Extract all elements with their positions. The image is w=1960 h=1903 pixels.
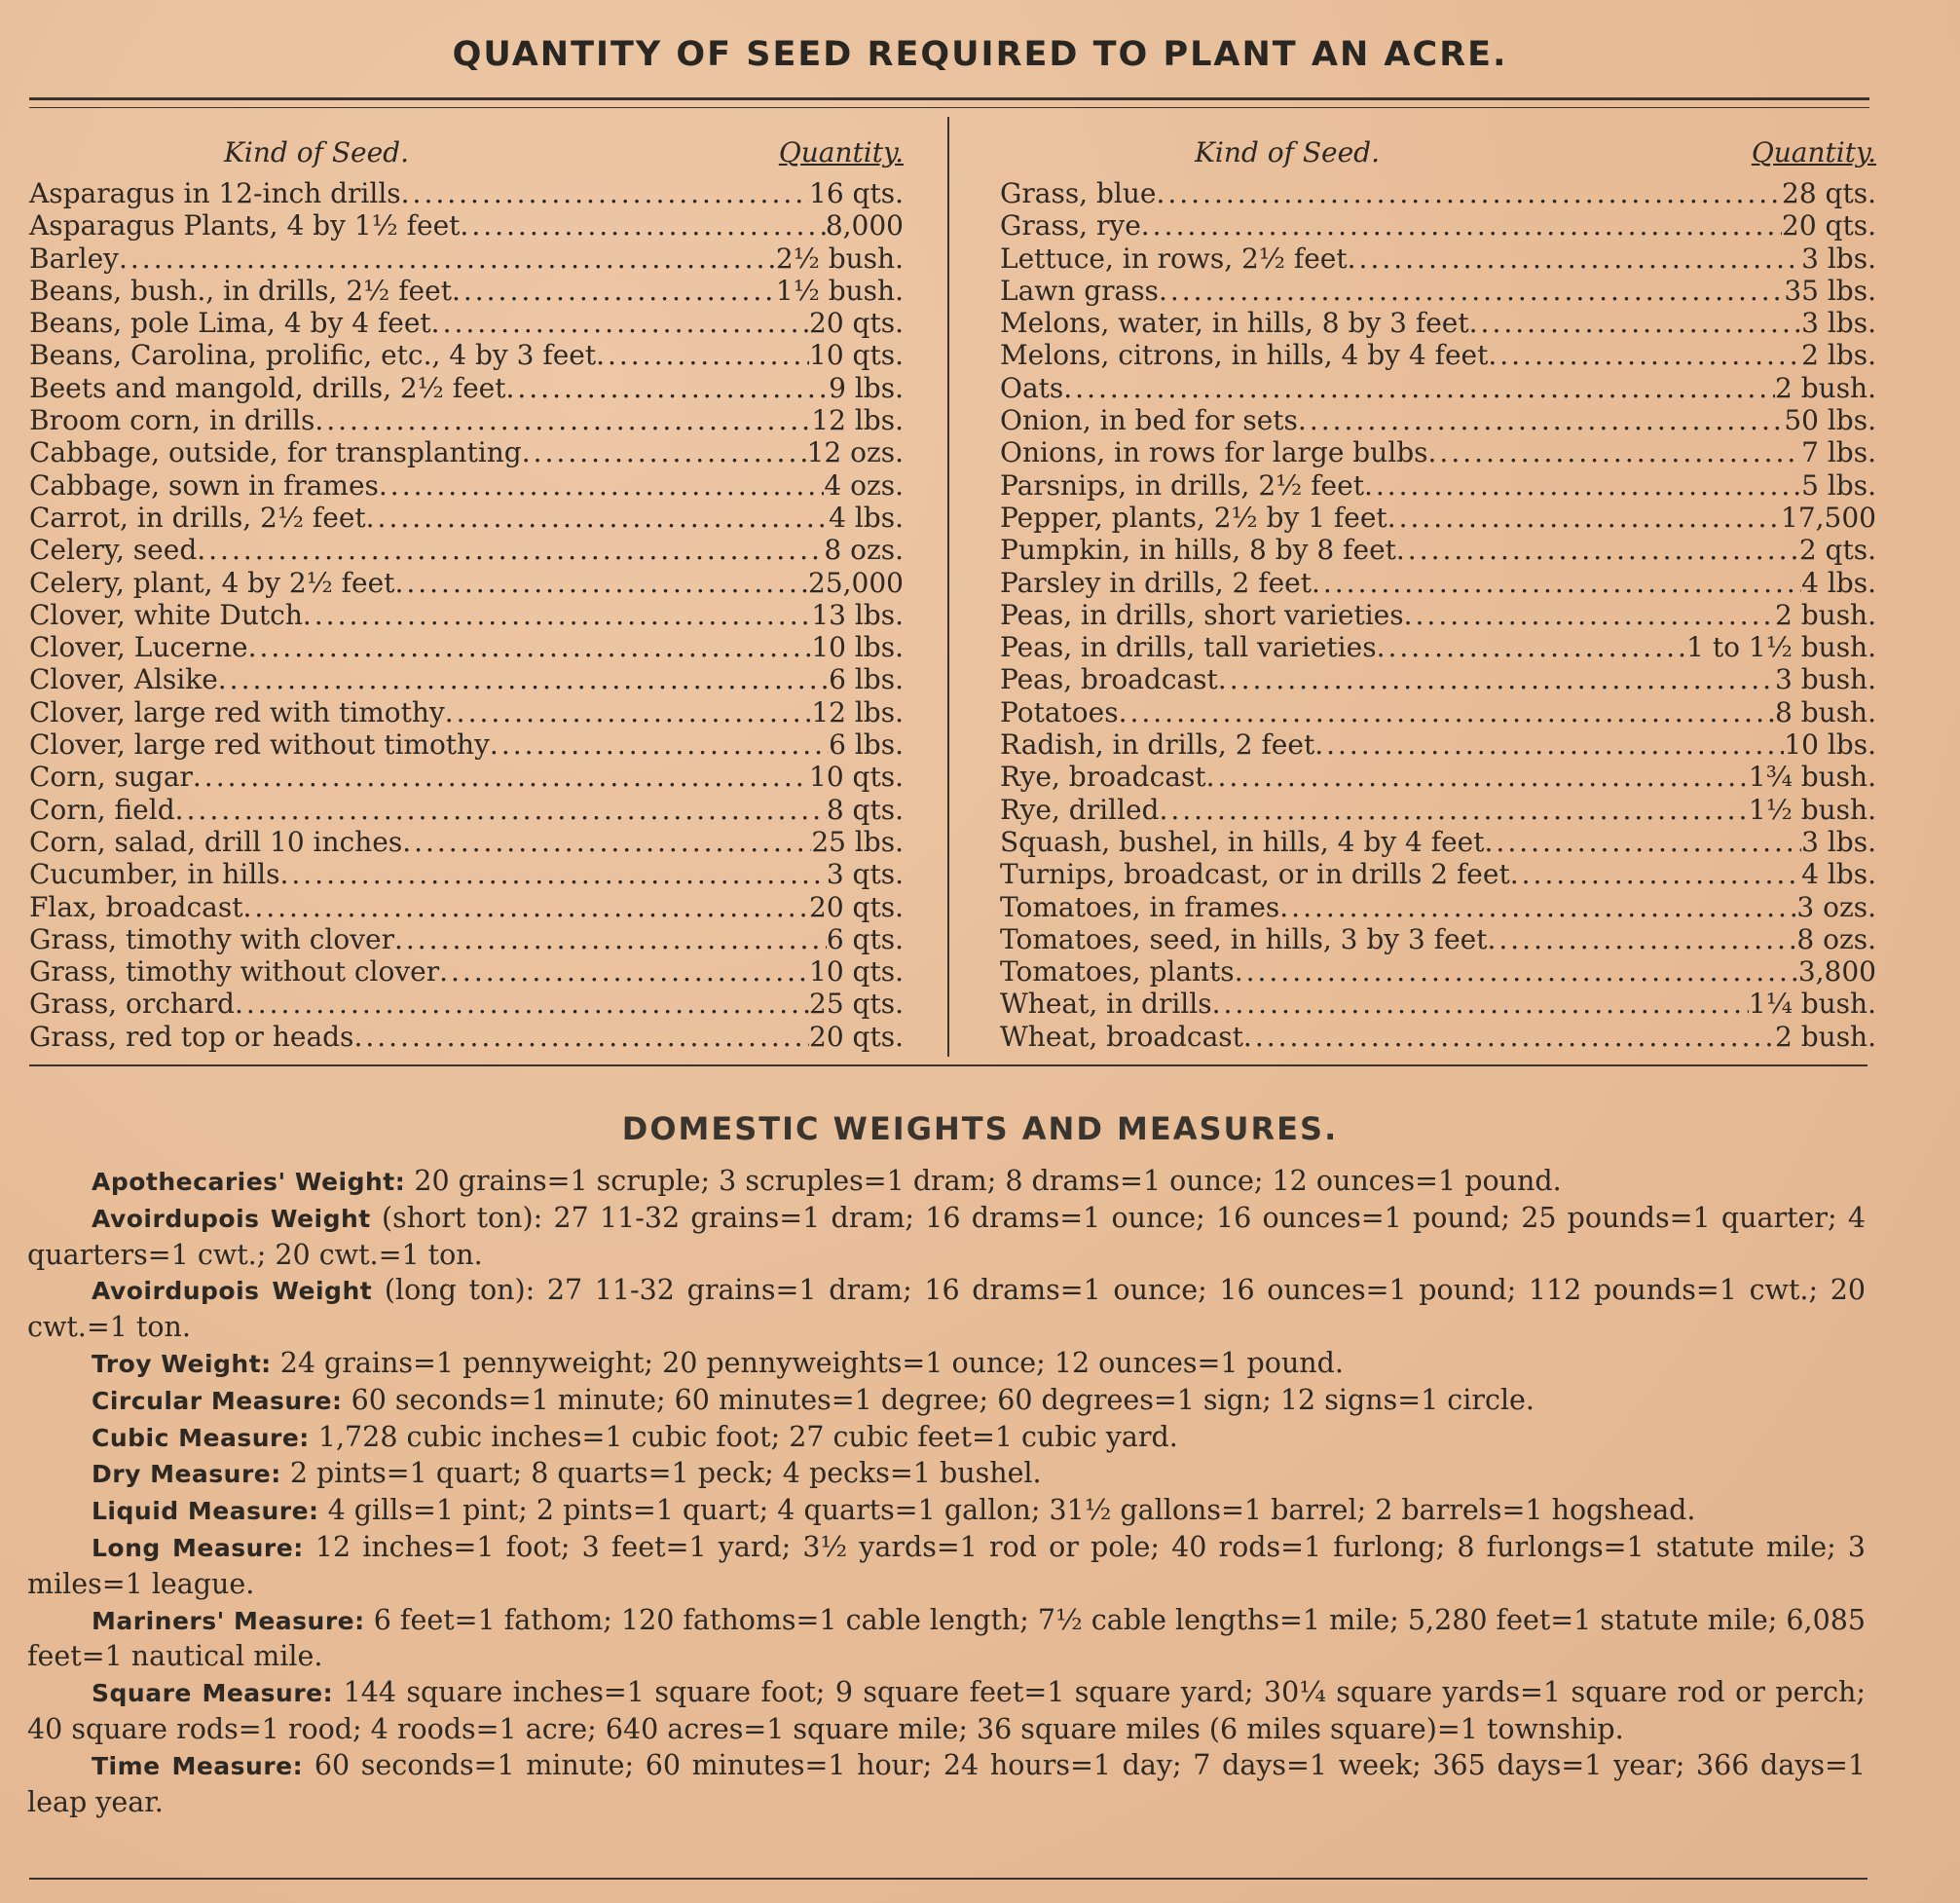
seed-quantity: 4 lbs. xyxy=(1801,566,1876,599)
dot-leader xyxy=(1314,728,1784,761)
column-divider xyxy=(947,117,949,1057)
seed-quantity: 3 lbs. xyxy=(1801,242,1876,275)
seed-row xyxy=(1000,436,1876,468)
dot-leader xyxy=(1348,243,1801,275)
seed-row xyxy=(1000,307,1876,339)
measure-label: Long Measure: xyxy=(92,1533,304,1562)
seed-quantity: 6 lbs. xyxy=(829,663,904,696)
seed-quantity: 3 lbs. xyxy=(1801,825,1876,858)
measure-text: 6 feet=1 fathom; 120 fathoms=1 cable length; 7½ cable lengths=1 mile; 5,280 feet=1 statute mile; 6,085 feet=1 nautical mile. xyxy=(27,1603,1866,1673)
seed-row xyxy=(29,307,904,339)
seed-quantity: 7 lbs. xyxy=(1801,436,1876,469)
seed-name: Grass, rye xyxy=(1000,209,1141,243)
seed-name: Tomatoes, in frames xyxy=(1000,890,1280,923)
seed-name: Clover, large red with timothy xyxy=(29,695,445,728)
dot-leader xyxy=(505,372,829,404)
seed-name: Carrot, in drills, 2½ feet xyxy=(29,501,366,534)
seed-name: Asparagus in 12-inch drills xyxy=(29,177,401,209)
dot-leader xyxy=(379,469,825,502)
dot-leader xyxy=(366,502,829,534)
measures-title: DOMESTIC WEIGHTS AND MEASURES. xyxy=(621,1110,1339,1147)
seed-row xyxy=(29,891,904,923)
seed-name: Parsnips, in drills, 2½ feet xyxy=(1000,468,1364,502)
seed-row xyxy=(29,858,904,890)
dot-leader xyxy=(402,826,811,858)
measure-label: Troy Weight: xyxy=(92,1349,272,1378)
seed-column-right xyxy=(1000,136,1876,1053)
seed-table-title: QUANTITY OF SEED REQUIRED TO PLANT AN ACRE. xyxy=(452,35,1508,74)
seed-quantity: 10 qts. xyxy=(809,761,904,794)
dot-leader xyxy=(218,663,829,695)
seed-row xyxy=(29,404,904,436)
seed-name: Cucumber, in hills xyxy=(29,858,280,891)
dot-leader xyxy=(490,728,829,761)
seed-quantity: 10 lbs. xyxy=(1784,728,1876,762)
dot-leader xyxy=(1469,307,1801,339)
seed-row xyxy=(29,696,904,728)
table-bottom-rule xyxy=(29,1064,1868,1066)
seed-row xyxy=(29,436,904,468)
measures-list xyxy=(27,1164,1866,1820)
dot-leader xyxy=(193,761,809,793)
measure-label: Avoirdupois Weight xyxy=(92,1277,373,1306)
seed-name: Grass, red top or heads xyxy=(29,1020,354,1053)
measure-label: Time Measure: xyxy=(92,1751,304,1780)
seed-name: Cabbage, outside, for transplanting xyxy=(29,436,522,469)
seed-name: Pepper, plants, 2½ by 1 feet xyxy=(1000,501,1387,534)
seed-name: Grass, orchard xyxy=(29,988,235,1021)
seed-quantity: 2 bush. xyxy=(1775,1020,1876,1053)
dot-leader xyxy=(235,988,809,1020)
seed-list-left xyxy=(29,177,904,1053)
seed-name: Squash, bushel, in hills, 4 by 4 feet xyxy=(1000,825,1485,858)
seed-name: Beans, bush., in drills, 2½ feet xyxy=(29,274,452,307)
seed-quantity: 10 lbs. xyxy=(811,631,904,664)
measure-label: Dry Measure: xyxy=(92,1460,281,1489)
dot-leader xyxy=(248,631,812,663)
seed-row xyxy=(29,826,904,858)
seed-quantity: 1½ bush. xyxy=(775,274,904,307)
seed-quantity: 12 ozs. xyxy=(806,436,904,469)
seed-name: Beans, pole Lima, 4 by 4 feet xyxy=(29,307,431,340)
seed-row xyxy=(29,761,904,793)
dot-leader xyxy=(1141,209,1782,242)
seed-row xyxy=(1000,243,1876,275)
seed-quantity: 8 ozs. xyxy=(824,534,904,567)
seed-quantity: 20 qts. xyxy=(1782,209,1876,243)
measure-text: 144 square inches=1 square foot; 9 square feet=1 square yard; 30¼ square yards=1 square rod or perch; 40 square rods=1 rood; 4 roods=1 acre; 640 acres=1 square mile; 36 square miles (6 miles square)=1 township. xyxy=(27,1676,1866,1745)
measure-label: Square Measure: xyxy=(92,1679,334,1708)
dot-leader xyxy=(394,923,827,955)
dot-leader xyxy=(445,696,812,728)
measure-text: 4 gills=1 pint; 2 pints=1 quart; 4 quarts=1 gallon; 31½ gallons=1 barrel; 2 barrels=1 hogshead. xyxy=(327,1494,1696,1527)
seed-name: Wheat, in drills xyxy=(1000,988,1212,1021)
seed-name: Cabbage, sown in frames xyxy=(29,468,379,502)
seed-name: Celery, plant, 4 by 2½ feet xyxy=(29,566,395,599)
measure-label: Cubic Measure: xyxy=(92,1423,310,1452)
dot-leader xyxy=(596,339,809,371)
seed-row xyxy=(29,534,904,566)
seed-name: Grass, blue xyxy=(1000,177,1157,209)
seed-name: Peas, broadcast xyxy=(1000,663,1218,696)
dot-leader xyxy=(522,436,807,468)
seed-row xyxy=(29,177,904,209)
seed-name: Oats xyxy=(1000,371,1064,404)
column-header xyxy=(1000,136,1876,177)
top-rule xyxy=(29,97,1869,100)
seed-quantity: 5 lbs. xyxy=(1801,468,1876,502)
seed-quantity: 16 qts. xyxy=(809,177,904,209)
seed-row xyxy=(1000,794,1876,826)
seed-name: Peas, in drills, tall varieties xyxy=(1000,631,1377,664)
seed-row xyxy=(29,469,904,502)
measure-label: Liquid Measure: xyxy=(92,1497,319,1526)
dot-leader xyxy=(1387,502,1781,534)
seed-name: Broom corn, in drills xyxy=(29,404,315,437)
seed-name: Corn, field xyxy=(29,793,175,826)
measure-text: 60 seconds=1 minute; 60 minutes=1 degree; 60 degrees=1 sign; 12 signs=1 circle. xyxy=(351,1383,1535,1416)
seed-row xyxy=(29,728,904,761)
seed-quantity: 20 qts. xyxy=(809,1020,904,1053)
dot-leader xyxy=(1396,534,1799,566)
bottom-rule xyxy=(29,1878,1868,1880)
measure-entry xyxy=(27,1456,1866,1493)
seed-row xyxy=(29,794,904,826)
measure-entry xyxy=(27,1748,1866,1821)
seed-name: Clover, large red without timothy xyxy=(29,728,490,762)
seed-name: Grass, timothy without clover xyxy=(29,955,440,989)
seed-name: Clover, Lucerne xyxy=(29,631,248,664)
seed-row xyxy=(1000,209,1876,242)
seed-row xyxy=(1000,858,1876,890)
dot-leader xyxy=(401,177,809,209)
measure-text: (short ton): 27 11-32 grains=1 dram; 16 drams=1 ounce; 16 ounces=1 pound; 25 pounds=1 quarter; 4 quarters=1 cwt.; 20 cwt.=1 ton. xyxy=(27,1201,1867,1271)
seed-row xyxy=(29,502,904,534)
seed-name: Clover, white Dutch xyxy=(29,598,303,631)
seed-row xyxy=(29,631,904,663)
seed-row xyxy=(1000,891,1876,923)
seed-name: Flax, broadcast xyxy=(29,890,243,923)
seed-quantity: 4 ozs. xyxy=(824,468,904,502)
measure-text: 24 grains=1 pennyweight; 20 pennyweights=1 ounce; 12 ounces=1 pound. xyxy=(279,1346,1344,1379)
seed-list-right xyxy=(1000,177,1876,1053)
dot-leader xyxy=(303,599,811,631)
seed-name: Tomatoes, plants xyxy=(1000,955,1235,989)
seed-row xyxy=(29,339,904,371)
seed-name: Parsley in drills, 2 feet xyxy=(1000,566,1312,599)
seed-quantity: 8 bush. xyxy=(1775,695,1876,728)
seed-quantity: 2 bush. xyxy=(1775,371,1876,404)
seed-row xyxy=(1000,631,1876,663)
seed-quantity: 12 lbs. xyxy=(811,695,904,728)
seed-name: Turnips, broadcast, or in drills 2 feet xyxy=(1000,858,1510,891)
seed-quantity: 10 qts. xyxy=(809,955,904,989)
measure-text: 1,728 cubic inches=1 cubic foot; 27 cubic feet=1 cubic yard. xyxy=(317,1420,1178,1453)
seed-quantity: 3 lbs. xyxy=(1801,307,1876,340)
dot-leader xyxy=(1235,955,1798,988)
dot-leader xyxy=(1156,177,1782,209)
seed-name: Corn, salad, drill 10 inches xyxy=(29,825,403,858)
seed-row xyxy=(1000,696,1876,728)
seed-column-left xyxy=(29,136,904,1053)
measure-entry xyxy=(27,1603,1866,1676)
seed-name: Beets and mangold, drills, 2½ feet xyxy=(29,371,506,404)
seed-row xyxy=(29,955,904,988)
seed-row xyxy=(1000,275,1876,307)
seed-quantity: 25 qts. xyxy=(809,988,904,1021)
dot-leader xyxy=(452,275,776,307)
seed-quantity: 8 ozs. xyxy=(1796,922,1876,955)
measure-entry xyxy=(27,1675,1866,1748)
dot-leader xyxy=(1404,599,1775,631)
column-header xyxy=(29,136,904,177)
dot-leader xyxy=(1119,696,1775,728)
seed-name: Rye, broadcast xyxy=(1000,761,1206,794)
header-kind-of-seed: Kind of Seed. xyxy=(224,136,409,168)
measure-entry xyxy=(27,1164,1866,1201)
seed-name: Barley xyxy=(29,242,119,275)
seed-row xyxy=(1000,599,1876,631)
seed-name: Peas, in drills, short varieties xyxy=(1000,598,1404,631)
seed-quantity: 3 bush. xyxy=(1775,663,1876,696)
seed-quantity: 35 lbs. xyxy=(1784,274,1876,307)
seed-row xyxy=(1000,534,1876,566)
seed-name: Asparagus Plants, 4 by 1½ feet xyxy=(29,209,461,243)
measure-entry xyxy=(27,1493,1866,1530)
seed-row xyxy=(29,372,904,404)
dot-leader xyxy=(1279,891,1796,923)
measure-entry xyxy=(27,1346,1866,1383)
seed-quantity: 8 qts. xyxy=(826,793,904,826)
seed-name: Lawn grass xyxy=(1000,274,1159,307)
dot-leader xyxy=(1485,826,1802,858)
seed-quantity: 12 lbs. xyxy=(811,404,904,437)
seed-quantity: 20 qts. xyxy=(809,890,904,923)
seed-quantity: 13 lbs. xyxy=(811,598,904,631)
measure-label: Avoirdupois Weight xyxy=(92,1204,371,1233)
seed-quantity: 4 lbs. xyxy=(829,501,904,534)
dot-leader xyxy=(439,955,809,988)
seed-row xyxy=(29,209,904,242)
dot-leader xyxy=(314,404,811,436)
seed-row xyxy=(1000,567,1876,599)
seed-quantity: 4 lbs. xyxy=(1801,858,1876,891)
measure-entry xyxy=(27,1530,1866,1603)
seed-name: Celery, seed xyxy=(29,534,198,567)
seed-row xyxy=(29,599,904,631)
seed-row xyxy=(29,663,904,695)
seed-quantity: 3 qts. xyxy=(826,858,904,891)
seed-quantity: 10 qts. xyxy=(809,339,904,372)
header-quantity: Quantity. xyxy=(778,136,904,168)
measure-entry xyxy=(27,1273,1866,1346)
dot-leader xyxy=(197,534,824,566)
seed-name: Wheat, broadcast xyxy=(1000,1020,1243,1053)
seed-name: Onion, in bed for sets xyxy=(1000,404,1298,437)
seed-name: Grass, timothy with clover xyxy=(29,922,394,955)
measure-text: 20 grains=1 scruple; 3 scruples=1 dram; 8 drams=1 ounce; 12 ounces=1 pound. xyxy=(414,1165,1562,1197)
dot-leader xyxy=(1063,372,1775,404)
dot-leader xyxy=(1488,339,1801,371)
seed-row xyxy=(1000,1021,1876,1053)
seed-name: Melons, citrons, in hills, 4 by 4 feet xyxy=(1000,339,1489,372)
seed-name: Clover, Alsike xyxy=(29,663,218,696)
measure-entry xyxy=(27,1420,1866,1457)
seed-row xyxy=(1000,372,1876,404)
seed-row xyxy=(29,923,904,955)
seed-quantity: 25,000 xyxy=(808,566,904,599)
top-rule-thin xyxy=(29,107,1869,108)
dot-leader xyxy=(175,794,827,826)
seed-quantity: 2½ bush. xyxy=(775,242,904,275)
seed-row xyxy=(29,567,904,599)
seed-row xyxy=(1000,404,1876,436)
measure-text: 60 seconds=1 minute; 60 minutes=1 hour; 24 hours=1 day; 7 days=1 week; 365 days=1 year; 366 days=1 leap year. xyxy=(27,1748,1867,1818)
dot-leader xyxy=(1206,761,1749,793)
seed-name: Onions, in rows for large bulbs xyxy=(1000,436,1428,469)
seed-row xyxy=(1000,826,1876,858)
seed-quantity: 9 lbs. xyxy=(829,371,904,404)
dot-leader xyxy=(119,243,776,275)
seed-name: Corn, sugar xyxy=(29,761,193,794)
seed-row xyxy=(1000,923,1876,955)
measure-label: Apothecaries' Weight: xyxy=(92,1168,406,1196)
measure-label: Mariners' Measure: xyxy=(92,1606,365,1635)
header-quantity: Quantity. xyxy=(1751,136,1876,168)
seed-row xyxy=(1000,663,1876,695)
dot-leader xyxy=(1159,794,1748,826)
seed-quantity: 2 lbs. xyxy=(1801,339,1876,372)
seed-quantity: 2 qts. xyxy=(1798,534,1876,567)
seed-quantity: 8,000 xyxy=(825,209,904,243)
header-kind-of-seed: Kind of Seed. xyxy=(1195,136,1380,168)
seed-row xyxy=(1000,339,1876,371)
seed-row xyxy=(1000,728,1876,761)
dot-leader xyxy=(1218,663,1775,695)
dot-leader xyxy=(1487,923,1796,955)
seed-quantity: 1¼ bush. xyxy=(1748,988,1876,1021)
seed-name: Lettuce, in rows, 2½ feet xyxy=(1000,242,1348,275)
seed-row xyxy=(1000,955,1876,988)
dot-leader xyxy=(242,891,809,923)
seed-row xyxy=(1000,988,1876,1020)
seed-quantity: 1 to 1½ bush. xyxy=(1686,631,1876,664)
measure-entry xyxy=(27,1383,1866,1420)
dot-leader xyxy=(279,858,826,890)
seed-quantity: 50 lbs. xyxy=(1784,404,1876,437)
seed-row xyxy=(29,243,904,275)
seed-quantity: 25 lbs. xyxy=(811,825,904,858)
measure-text: (long ton): 27 11-32 grains=1 dram; 16 drams=1 ounce; 16 ounces=1 pound; 112 pounds=1 cwt.; 20 cwt.=1 ton. xyxy=(27,1274,1866,1344)
measure-text: 2 pints=1 quart; 8 quarts=1 peck; 4 pecks=1 bushel. xyxy=(289,1457,1042,1490)
seed-name: Potatoes xyxy=(1000,695,1119,728)
seed-name: Radish, in drills, 2 feet xyxy=(1000,728,1315,762)
seed-name: Tomatoes, seed, in hills, 3 by 3 feet xyxy=(1000,922,1488,955)
seed-row xyxy=(29,988,904,1020)
seed-row xyxy=(1000,177,1876,209)
seed-row xyxy=(29,275,904,307)
measure-text: 12 inches=1 foot; 3 feet=1 yard; 3½ yards=1 rod or pole; 40 rods=1 furlong; 8 furlongs=1 statute mile; 3 miles=1 league. xyxy=(27,1530,1866,1600)
seed-quantity: 3 ozs. xyxy=(1796,890,1876,923)
seed-quantity: 1½ bush. xyxy=(1748,793,1876,826)
seed-name: Beans, Carolina, prolific, etc., 4 by 3 feet xyxy=(29,339,597,372)
seed-row xyxy=(1000,469,1876,502)
dot-leader xyxy=(394,567,808,599)
seed-quantity: 6 qts. xyxy=(826,922,904,955)
dot-leader xyxy=(1212,988,1749,1020)
seed-quantity: 2 bush. xyxy=(1775,598,1876,631)
seed-row xyxy=(29,1021,904,1053)
measure-entry xyxy=(27,1201,1866,1274)
seed-quantity: 17,500 xyxy=(1781,501,1876,534)
seed-quantity: 6 lbs. xyxy=(829,728,904,762)
measure-label: Circular Measure: xyxy=(92,1386,343,1415)
seed-name: Melons, water, in hills, 8 by 3 feet xyxy=(1000,307,1469,340)
seed-row xyxy=(1000,502,1876,534)
dot-leader xyxy=(353,1021,809,1053)
dot-leader xyxy=(1312,567,1801,599)
dot-leader xyxy=(1428,436,1802,468)
dot-leader xyxy=(460,209,825,242)
seed-quantity: 1¾ bush. xyxy=(1748,761,1876,794)
dot-leader xyxy=(1377,631,1687,663)
dot-leader xyxy=(1364,469,1801,502)
dot-leader xyxy=(1159,275,1784,307)
dot-leader xyxy=(1510,858,1801,890)
seed-row xyxy=(1000,761,1876,793)
dot-leader xyxy=(1298,404,1784,436)
seed-quantity: 20 qts. xyxy=(809,307,904,340)
seed-name: Pumpkin, in hills, 8 by 8 feet xyxy=(1000,534,1396,567)
seed-quantity: 28 qts. xyxy=(1782,177,1876,209)
seed-name: Rye, drilled xyxy=(1000,793,1160,826)
dot-leader xyxy=(431,307,809,339)
seed-quantity: 3,800 xyxy=(1797,955,1876,989)
dot-leader xyxy=(1243,1021,1775,1053)
